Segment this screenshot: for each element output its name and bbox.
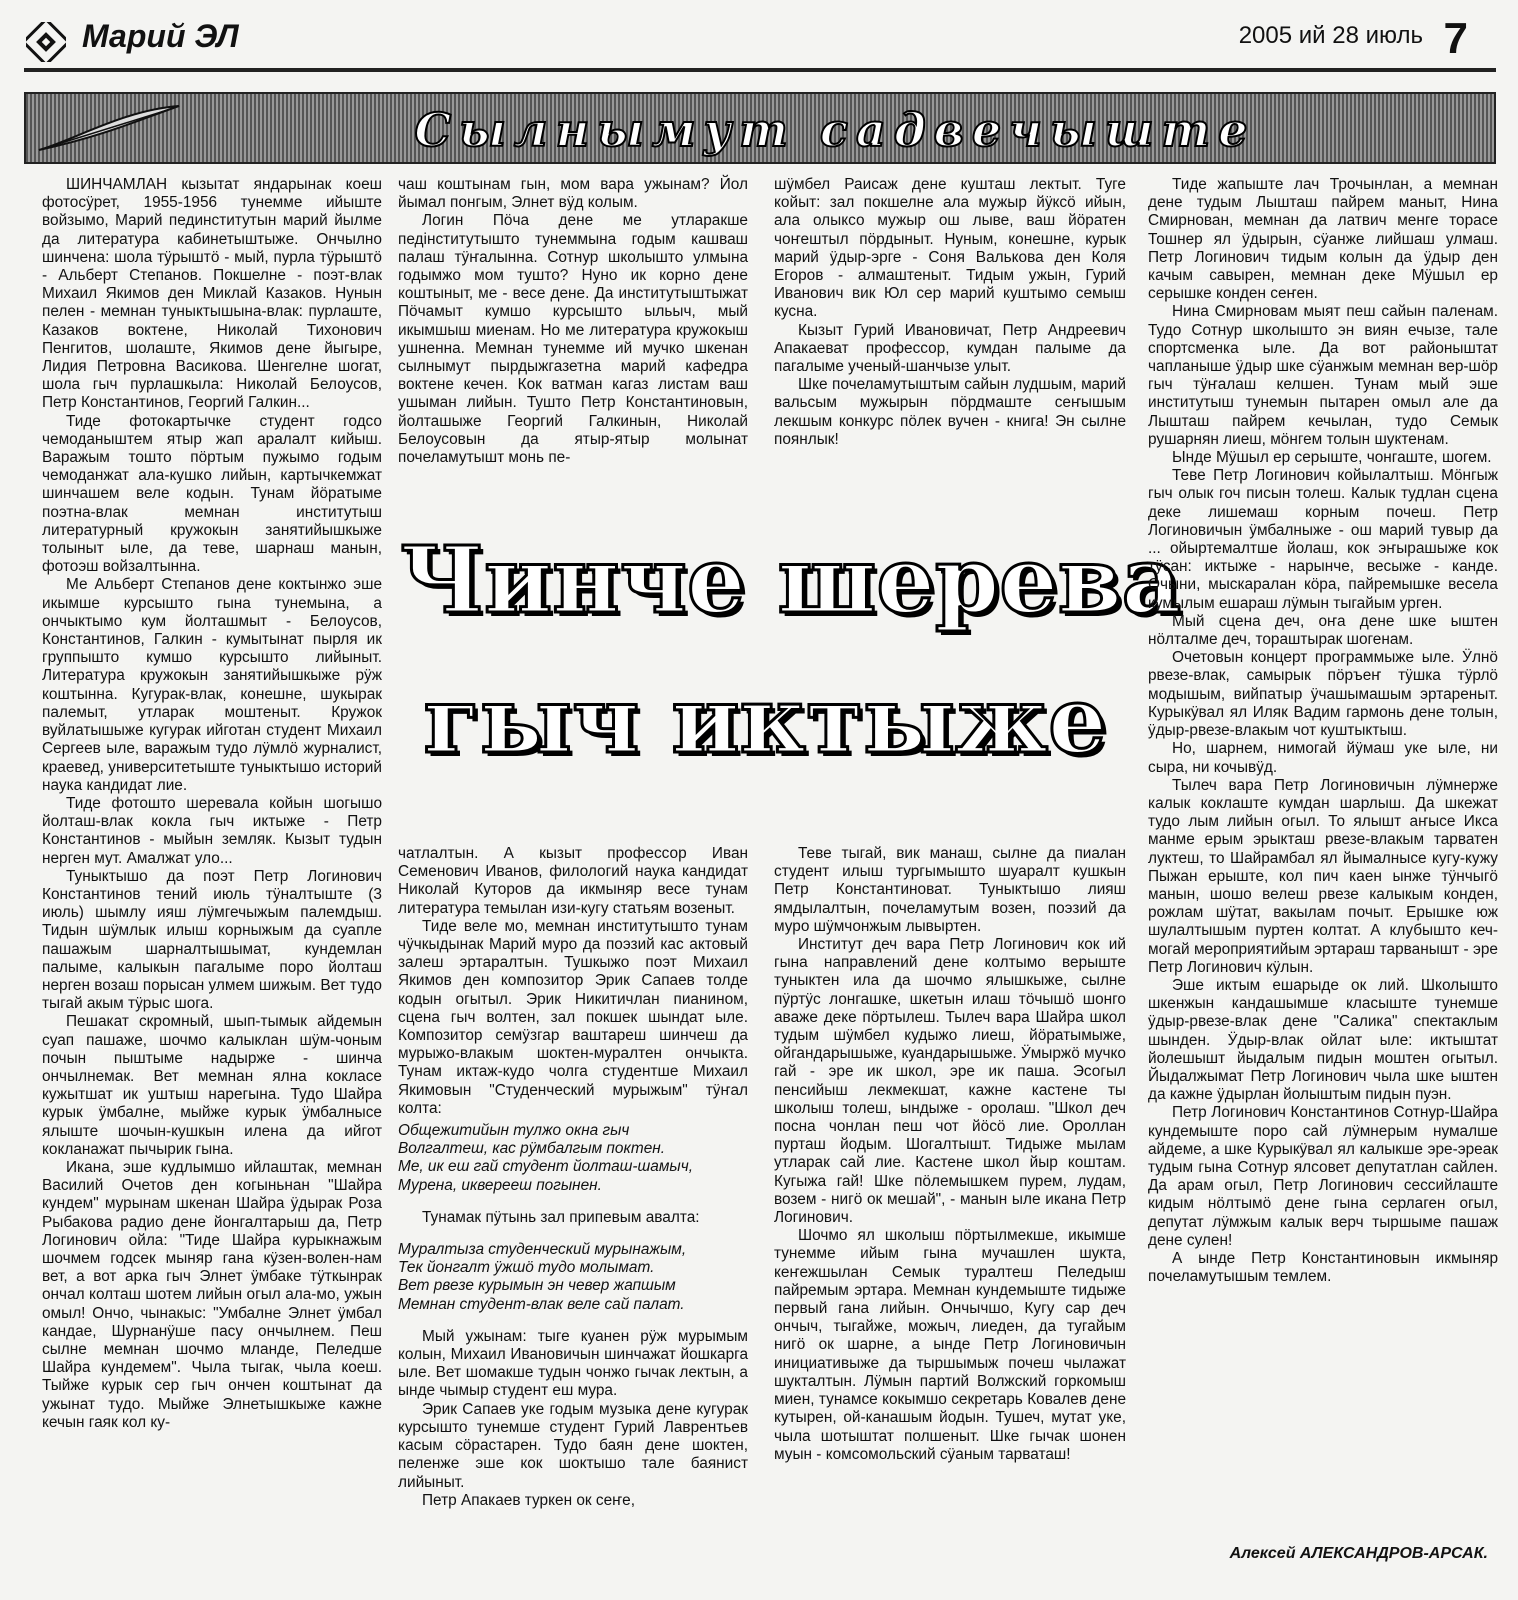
poem-stanza-2 [398,1241,748,1314]
poem-stanza-1 [398,1122,748,1195]
paragraph: чаш коштынам гын, мом вара ужынам? Йол йымал понгым, Элнет вӱд колым. [398,176,748,212]
paragraph: Тиде веле мо, мемнан институтышто тунам чӱчкыдынак Марий муро да поэзий кас актовый залеш эртаралтын. Тушкыжо поэт Михаил Якимов ден композитор Эрик Сапаев толде кодын огытыл. Эрик Никитичлан пианином, сцена гыч волтен, зал покшек шындат ыле. Композитор семӱзгар ваштареш шинчеш да мурыжо-влакым шоктен-муралтен ончыкта. Тунам иктаж-кудо чолга студентше Михаил Якимовын "Студенческий мурыжым" тӱҥал колта: [398,917,748,1117]
paragraph: Тиде фотокартычке студент годсо чемоданыштем ятыр жап аралалт кийыш. Варажым тошто пӧртым пужымо годым чемоданжат ала-кушко лийын, картычкемжат шинчашем веле кодын. Тунам йӧратыме поэтна-влак мемнан институтыш литературный кружокын занятийышкыже толыныт ыле, да теве, шарнаш манын, фотоэш войзалтынна. [42,412,382,576]
paragraph: Эрик Сапаев уке годым музыка дене кугурак курсышто тунемше студент Гурий Лаврентьев касым сӧрастарен. Тудо баян дене шоктен, пеленже эше кок шоктышо тале баянист лийыныт. [398,1400,748,1491]
paragraph: Тиде фотошто шеревала койын шогышо йолташ-влак кокла гыч иктыже - Петр Константинов - мыйын земляк. Кызыт тудын нерген мут. Амалжат уло... [42,794,382,867]
article-column-4 [1148,176,1498,1521]
article-column-2-top [398,176,748,491]
paragraph: чатлалтын. А кызыт профессор Иван Семенович Иванов, филологий наука кандидат Николай Куторов да икмыняр весе тунам литература темылан изи-кугу статьям возеныт. [398,845,748,917]
paragraph: Мый сцена деч, оҥа дене шке ыштен нӧлталме деч, тораштырак шогенам. [1148,612,1498,649]
article-column-3-top [774,176,1126,491]
paragraph: Петр Апакаев туркен ок сеҥе, [422,1491,635,1509]
paragraph: Очетовын концерт программыже ыле. Ӱлнӧ рвезе-влак, самырык пӧръеҥ тӱшка тӱрлӧ модышым, вийпатыр ӱчашымашым эртареныт. Курыкӱвал ял Иляк Вадим гармонь дене толын, ӱдыр-рвезе-влакым чот куштыктыш. [1148,649,1498,740]
paragraph: Туныктышо да поэт Петр Логинович Константинов тений июль тӱналтыште (3 июль) шымлу ияш лӱмгечыжым палемдыш. Тидын шӱмлык илыш корныжым да суапле пашажым шарналтышымат, кундемлан палыме, калыкын пагалыме поро йолташ нерген возаш порысан улмем шижым. Вет тудо тыгай акым тӱрыс шога. [42,867,382,1013]
paragraph: Но, шарнем, нимогай йӱмаш уке ыле, ни сыра, ни кочывӱд. [1148,740,1498,776]
poem-line: Тек йонгалт ӱжшӧ тудо молымат. [398,1259,655,1277]
article-headline [400,510,1182,835]
headline-line-2: гыч иктыже [423,666,1107,774]
headline-line-1: Чинче шерева [400,526,1182,634]
paragraph: Петр Логинович Константинов Сотнур-Шайра кундемыште поро сай лӱмнерым нумалше айдеме, а шке Курыкӱвал ял калыкше эре-эреак тудым гына Сотнур ялсовет депутатлан сайлен. Да арам огыл, Петр Логинович сессийлаште кидым нӧлтымӧ дене гына серлаген огыл, депутат лӱмжым калык верч тыршыме пашаж дене сулен! [1148,1104,1498,1249]
paragraph: Ынде Мӱшыл ер серыште, чонгаште, шогем. [1172,449,1492,467]
paragraph: Кызыт Гурий Ивановичат, Петр Андреевич Апакаеват профессор, кумдан палыме да пагалыме ученый-шанчызе улыт. [774,321,1126,376]
article-column-1 [42,176,382,1561]
rubric-title: Сылнымут садвечыште [414,103,1256,157]
paragraph: Нина Смирновам мыят пеш сайын паленам. Тудо Сотнур школышто эн виян ечызе, тале спортсменка ыле. Да вот районыштат чапланыше ӱдыр шке сӱанжым мемнан вер-шӧр гыч тӱҥалаш келшен. Тунам мый эше институтыш тунемын пытарен омыл але да Лышташ пайрем кечылан, тудо Семык рушарнян лиеш, мӧнгем толын шуктенам. [1148,303,1498,448]
article-column-3-bottom [774,845,1126,1575]
quill-feather-icon [34,100,184,158]
poem-line: Муралтыза студенческий мурынажым, [398,1241,687,1259]
paragraph: А ынде Петр Константиновын икмыняр почеламутышым темлем. [1148,1249,1498,1286]
poem-line: Общежитийын тулжо окна гыч [398,1122,630,1140]
paragraph: Икана, эше кудлымшо ийлаштак, мемнан Василий Очетов ден когыньнан "Шайра кундем" мурынам шкенан Шайра ӱдырак Роза Рыбакова радио дене йонгалтарыш да, Петр Логинович ойла: "Тиде Шайра курыкнажым шочмем годсек мыняр гана кӱзен-волен-нам вет, а вот арка гыч Элнет ӱмбаке тӱткынрак ончал колташ шотем лийын огыл ала-мо, ужын омыл! Ончо, чынакыс: "Умбалне Элнет ӱмбал кандае, Шурнанӱше пасу ончылнем. Пеш сылне мемнан шочмо мланде, Пеледше Шайра кундемем". Чыла тыгак, чыла коеш. Тыйже курык сер гыч ончен коштынат да ужынат тудо. Мыйже Элнетышкыже кажне кечын гаяк кол ку- [42,1158,382,1431]
paragraph: Эше иктым ешарыде ок лий. Школышто шкенжын кандашымше класыште тунемше ӱдыр-рвезе-влак дене "Салика" спектаклым шынден. Ӱдыр-влак ойлат ыле: иктыштат йолешышт йыдалым пидын моштен огытыл. Йыдалжымат Петр Логинович чыла шке ыштен да кажне ӱдырлан йолыштым пидын пуэн. [1148,976,1498,1104]
paragraph: Ме Альберт Степанов дене коктынжо эше икымше курсышто гына тунемына, а ончыктымо кум йолташмыт - Белоусов, Константинов, Галкин - кумытынат пырля ик группышто кумшо курсышто лийыныт. Литература кружокын занятийышкыже рӱж коштынна. Кугурак-влак, конешне, шукырак палемыт, утларак моштеныт. Кружок вуйлатышыже кугурак ийготан студент Михаил Сергеев ыле, варажым тудо лӱмлӧ журналист, краевед, университетыште туныктышо историй наука кандидат лие. [42,576,382,794]
paragraph: Теве тыгай, вик манаш, сылне да пиалан студент илыш тургымышто шуаралт кушкын Петр Константиноват. Туныктышо лияш ямдылалтын, почеламутым возен, поэзий да муро шӱмчонжым лывыртен. [774,845,1126,935]
poem-line: Мурена, икверееш погынен. [398,1176,602,1194]
poem-line: Волгалтеш, кас рӱмбалгым поктен. [398,1140,666,1158]
paragraph: Логин Пӧча дене ме утларакше педінститутышто тунеммына годым кашваш палаш тӱҥалынна. Сотнур школышто улмына годымжо мом тушто? Нуно ик корно дене коштыныт, ме - весе дене. Да институтыштыжат Пӧчамыт кумшо курсышто ыльыч, мый икымшыш миенам. Но ме литература кружокыш ушненна. Мемнан тунемме ий мучко шкенан сылнымут пырдыжгазетна марий кафедра воктене кечен. Кок ватман кагаз листам ваш ушыман лийын. Тушто Петр Константиновын, йолташыже Георгий Галкинын, Николай Белоусовын да ятыр-ятыр молынат почеламутышт монь пе- [398,212,748,467]
paragraph: Пешакат скромный, шып-тымык айдемын суап пашаже, шочмо калыклан шӱм-чоным почын пыштыме надырже - шинча ончылнемак. Вет мемнан ялна кокласе кужытшат ик уштыш нарегына. Тудо Шайра курык ӱмбалне, мыйже курык ӱмбалнысе ялыште шочын-кушкын илена да ийгот кокланажат пычырик гына. [42,1013,382,1158]
paragraph: Шке почеламутыштым сайын лудшым, марий вальсым мужырын пӧрдмаште сеҥышым лекшым конкурс пӧлек вучен - книга! Эн сылне поянлык! [774,376,1126,448]
paragraph: ШИНЧАМЛАН кызытат яндарынак коеш фотосӱрет, 1955-1956 тунемме ийыште войзымо, Марий пединститутын марий йылме да литература кабинетыштыже. Ончылно шинчена: шола тӱрыштӧ - мый, пурла тӱрыштӧ - Альберт Степанов. Покшелне - поэт-влак Михаил Якимов ден Миклай Казаков. Нунын пелен - мемнан туныктышына-влак: пурлаште, Казаков воктене, Николай Тихонович Пенгитов, шолаште, Якимов дене йыгыре, Лидия Петровна Васикова. Шенгелне шогат, шола гыч пурлашкыла: Николай Белоусов, Петр Константинов, Георгий Галкин... [42,176,382,412]
paragraph: Тунамак пӱтынь зал припевым авалта: [422,1208,700,1226]
newspaper-name: Марий ЭЛ [82,18,239,54]
paragraph: шӱмбел Раисаж дене кушташ лектыт. Туге койыт: зал покшелне ала мужыр йӱксӧ ийын, ала олыксо мужыр ош лыве, ваш йӧратен чоҥештыл пӧрдыныт. Нуным, конешне, курык марий ӱдыр-эрге - Соня Валькова ден Коля Егоров - алмаштеныт. Тидым ужын, Гурий Иванович вик Юл сер марий куштымо семыш кусна. [774,176,1126,321]
article-column-2-bottom [398,845,748,1575]
page-number: 7 [1443,14,1468,63]
poem-line: Вет рвезе курымын эн чевер жапшым [398,1277,676,1295]
header-rule [24,68,1496,72]
rubric-banner [24,92,1496,164]
paragraph: Тиде жапыште лач Трочынлан, а мемнан дене тудым Лышташ пайрем маныт, Нина Смирнован, мемнан да латвич менге торасе Тошнер ял ӱдырын, сӱанже лийшаш улмаш. Петр Логинович тидым колын да ӱдыр ден качым савырен, мемнан деке Мӱшыл ер серышке конден сеҥен. [1148,176,1498,303]
poem-line: Мемнан студент-влак веле сай палат. [398,1295,685,1313]
paragraph: Шочмо ял школыш пӧртылмекше, икымше тунемме ийым гына мучашлен шукта, кеҥежшылан Семык туралтеш Пеледыш пайремым эртара. Мемнан кундемыште тидыже первый гана лийын. Ончычшо, Кугу сар деч ончыч, тыгайже, можыч, лиеден, да тугайым нигӧ ок шарне, а ынде Петр Логиновичын инициативыже да тыршымыж почеш чылажат шукталтын. Лӱмын партий Волжский горкомыш миен, тунамсе кокымшо секретарь Ковалев дене кутырен, ой-канашым йодын. Тушеч, мутат уке, чыла шотыштат полшеныт. Шке гычак шонен муын - комсомольский сӱаным тарваташ! [774,1227,1126,1463]
paragraph: Теве Петр Логинович койылалтыш. Мӧнгыж гыч олык гоч писын толеш. Калык тудлан сцена деке лишемаш корным почеш. Петр Логиновичын ӱмбалныже - ош марий тувыр да ... ойыртемалтше йолаш, кок эҥырашыже кок тӱсан: иктыже - нарынче, весыже - канде. Очыни, мыскаралан кӧра, пайремышке весела кумылым ешараш лӱмын тыгайым урген. [1148,467,1498,612]
author-signature: Алексей АЛЕКСАНДРОВ-АРСАК. [1229,1545,1488,1562]
paragraph: Институт деч вара Петр Логинович кок ий гына направлений дене колтымо верыште туныктен ила да шочмо ялышкыже, сылне пӱртӱс лонгашке, шкетын илаш тӧчышӧ шонго аваже деке пӧртылеш. Тылеч вара Шайра школ тудым шӱмбел кудыжо лиеш, йӧратымыже, ойгандарышыже, куандарышыже. Ӱмыржӧ мучко гай - эре ик школ, эре ик паша. Эсогыл пенсийыш лекмекшат, кажне кастене ты школыш толеш, ындыже - оролаш. "Школ деч посна чонлан пеш чот йӧсӧ лие. Ороллан пурташ йодым. Шогалтышт. Тидыже мылам утларак сай лие. Кастене школ йыр коштам. Кугыжа гай! Шке пӧлемышкем пурем, лудам, возем - нигӧ ок мешай", - манын ыле икана Петр Логинович. [774,936,1126,1227]
poem-line: Ме, ик еш гай студент йолташ-шамыч, [398,1158,693,1176]
paragraph: Мый ужынам: тыге куанен рӱж мурымым колын, Михаил Ивановичын шинчажат йошкарга ыле. Вет шомакше тудын чонжо гычак лектын, а ынде чымыр студент еш мура. [398,1327,748,1400]
paragraph: Тылеч вара Петр Логиновичын лӱмнерже калык коклаште кумдан шарлыш. Да шкежат тудо лым лийын огыл. То ялышт аҥысе Икса манме ерым эрыкташ рвезе-влакым тарватен луктеш, то Шайрамбал ял йымалнысе кугу-кужу Пыжан ерыште, кол пич каен ынже тӱнчыгӧ манын, шошо велеш рвезе калыкым конден, рожлам шӱтат, вакылам почыт. Ерышке юж шулалтышым пуртен колтат. А клубышто кеч-могай мероприятийым эртараш тарванышт - эре Петр Логинович кӱлын. [1148,776,1498,976]
issue-date: 2005 ий 28 июль [1238,22,1423,49]
ornament-logo-icon [26,22,66,62]
